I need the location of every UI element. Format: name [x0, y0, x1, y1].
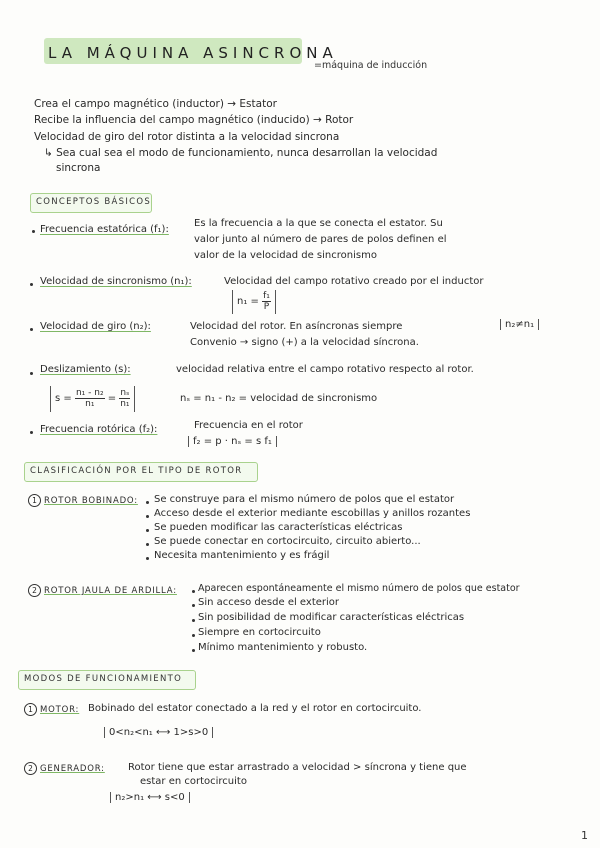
- s-formula: [50, 386, 135, 412]
- intro-line-4: ↳ Sea cual sea el modo de funcionamiento, nunca desarrollan la velocidad: [44, 147, 438, 159]
- bullet-dot: [30, 372, 33, 375]
- page-number: 1: [581, 829, 588, 842]
- generador-number: 2: [24, 762, 37, 775]
- intro-line-2: Recibe la influencia del campo magnético (inducido) → Rotor: [34, 114, 354, 126]
- page-subtitle: =máquina de inducción: [314, 60, 428, 71]
- bullet-dot: [146, 543, 149, 546]
- generador-formula: n₂>n₁ ⟷ s<0: [110, 792, 190, 803]
- bullet-dot: [192, 590, 195, 593]
- section-clasificacion-label: CLASIFICACIÓN POR EL TIPO DE ROTOR: [30, 466, 243, 476]
- rotor-jaula-number: 2: [28, 584, 41, 597]
- bullet-dot: [32, 230, 35, 233]
- rotor-jaula-item-1: Aparecen espontáneamente el mismo número de polos que estator: [198, 583, 520, 594]
- n1-formula: [232, 290, 276, 314]
- page-title: LA MÁQUINA ASINCRONA: [48, 44, 338, 62]
- rotor-bobinado-label: ROTOR BOBINADO:: [44, 496, 138, 506]
- s-num-1: n₁ - n₂: [75, 387, 104, 398]
- motor-formula: 0<n₂<n₁ ⟷ 1>s>0: [104, 727, 213, 738]
- term-s: Deslizamiento (s):: [40, 364, 131, 375]
- bullet-dot: [30, 431, 33, 434]
- f2-formula: f₂ = p · nₛ = s f₁: [188, 436, 277, 447]
- s-den-2: n₁: [120, 398, 130, 409]
- generador-text-2: estar en cortocircuito: [140, 776, 247, 787]
- motor-number: 1: [24, 703, 37, 716]
- s-num-2: nₛ: [120, 387, 130, 398]
- term-n1: Velocidad de sincronismo (n₁):: [40, 276, 192, 287]
- rotor-jaula-item-5: Mínimo mantenimiento y robusto.: [198, 642, 368, 653]
- n1-fraction: [262, 291, 271, 312]
- rotor-jaula-item-2: Sin acceso desde el exterior: [198, 597, 340, 608]
- n1-den: P: [263, 301, 270, 312]
- f2-text: Frecuencia en el rotor: [194, 420, 303, 431]
- rotor-bobinado-item-4: Se puede conectar en cortocircuito, circuito abierto...: [154, 536, 421, 547]
- rotor-bobinado-number: 1: [28, 494, 41, 507]
- term-n2: Velocidad de giro (n₂):: [40, 321, 151, 332]
- s-text: velocidad relativa entre el campo rotativo respecto al rotor.: [176, 364, 474, 375]
- rotor-bobinado-item-3: Se pueden modificar las características eléctricas: [154, 522, 403, 533]
- s-extra: nₛ = n₁ - n₂ = velocidad de sincronismo: [180, 393, 378, 404]
- n1-text: Velocidad del campo rotativo creado por el inductor: [224, 276, 484, 287]
- s-formula-lhs: s =: [55, 393, 72, 404]
- rotor-jaula-label: ROTOR JAULA DE ARDILLA:: [44, 586, 177, 596]
- n1-num: f₁: [263, 290, 270, 301]
- bullet-dot: [30, 283, 33, 286]
- bullet-dot: [146, 501, 149, 504]
- rotor-bobinado-item-1: Se construye para el mismo número de polos que el estator: [154, 494, 455, 505]
- s-fraction-1: [75, 388, 105, 409]
- n2-bracket: n₂≠n₁: [500, 319, 539, 330]
- term-f2: Frecuencia rotórica (f₂):: [40, 424, 158, 435]
- bullet-dot: [30, 328, 33, 331]
- f1-text-3: valor de la velocidad de sincronismo: [194, 250, 377, 261]
- bullet-dot: [192, 634, 195, 637]
- rotor-bobinado-item-5: Necesita mantenimiento y es frágil: [154, 550, 330, 561]
- f1-text-1: Es la frecuencia a la que se conecta el estator. Su: [194, 218, 443, 229]
- rotor-jaula-item-3: Sin posibilidad de modificar características eléctricas: [198, 612, 465, 623]
- s-fraction-2: [119, 388, 130, 409]
- bullet-dot: [192, 649, 195, 652]
- bullet-dot: [146, 529, 149, 532]
- s-formula-eq: =: [107, 393, 117, 404]
- f1-text-2: valor junto al número de pares de polos definen el: [194, 234, 447, 245]
- rotor-bobinado-item-2: Acceso desde el exterior mediante escobillas y anillos rozantes: [154, 508, 471, 519]
- rotor-jaula-item-4: Siempre en cortocircuito: [198, 627, 321, 638]
- term-f1: Frecuencia estatórica (f₁):: [40, 224, 169, 235]
- bullet-dot: [192, 604, 195, 607]
- n2-text: Velocidad del rotor. En asíncronas siempre: [190, 321, 403, 332]
- n1-formula-lhs: n₁ =: [237, 296, 259, 307]
- n2-text-2: Convenio → signo (+) a la velocidad síncrona.: [190, 337, 419, 348]
- intro-line-3: Velocidad de giro del rotor distinta a la velocidad sincrona: [34, 131, 340, 143]
- motor-text: Bobinado del estator conectado a la red y el rotor en cortocircuito.: [88, 703, 422, 714]
- section-modos-label: MODOS DE FUNCIONAMIENTO: [24, 674, 183, 684]
- bullet-dot: [146, 557, 149, 560]
- section-conceptos-label: CONCEPTOS BÁSICOS: [36, 197, 152, 207]
- generador-label: GENERADOR:: [40, 764, 105, 774]
- generador-text-1: Rotor tiene que estar arrastrado a velocidad > síncrona y tiene que: [128, 762, 467, 773]
- bullet-dot: [192, 619, 195, 622]
- intro-line-1: Crea el campo magnético (inductor) → Estator: [34, 98, 277, 110]
- intro-line-5: sincrona: [56, 162, 101, 174]
- bullet-dot: [146, 515, 149, 518]
- motor-label: MOTOR:: [40, 705, 80, 715]
- s-den-1: n₁: [85, 398, 95, 409]
